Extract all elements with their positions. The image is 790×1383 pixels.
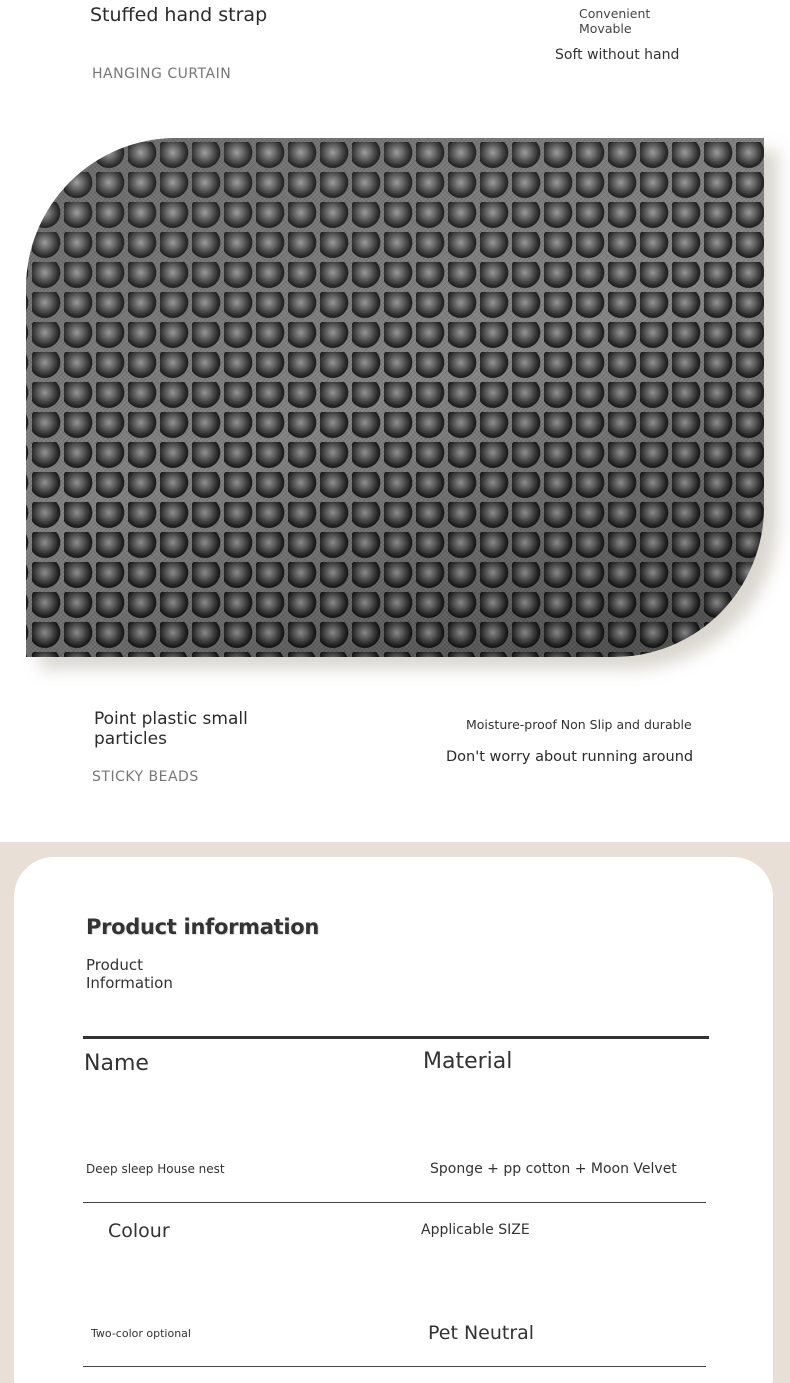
strap-feature-subtitle: HANGING CURTAIN (92, 66, 232, 82)
beads-feature-subtitle: STICKY BEADS (92, 769, 199, 785)
size-value: Pet Neutral (428, 1322, 535, 1344)
colour-label: Colour (108, 1220, 170, 1242)
name-value: Deep sleep House nest (86, 1162, 225, 1176)
non-slip-texture-image (26, 138, 764, 657)
table-bottom-rule (83, 1366, 706, 1367)
material-value: Sponge + pp cotton + Moon Velvet (430, 1161, 677, 1177)
product-info-title: Product information (86, 915, 319, 939)
strap-feature-tagline: Convenient Movable (579, 6, 651, 36)
name-label: Name (84, 1051, 149, 1076)
beads-feature-tagline: Moisture-proof Non Slip and durable (466, 717, 692, 732)
beads-feature-description: Don't worry about running around (446, 749, 694, 765)
strap-feature-title: Stuffed hand strap (90, 4, 268, 26)
strap-feature-description: Soft without hand (555, 47, 680, 63)
size-label: Applicable SIZE (421, 1222, 530, 1238)
colour-value: Two-color optional (91, 1327, 191, 1340)
material-label: Material (423, 1049, 513, 1074)
table-top-rule (83, 1036, 709, 1039)
product-info-subtitle: Product Information (86, 956, 173, 992)
table-row-divider (83, 1202, 706, 1203)
beads-feature-title: Point plastic small particles (94, 709, 248, 749)
